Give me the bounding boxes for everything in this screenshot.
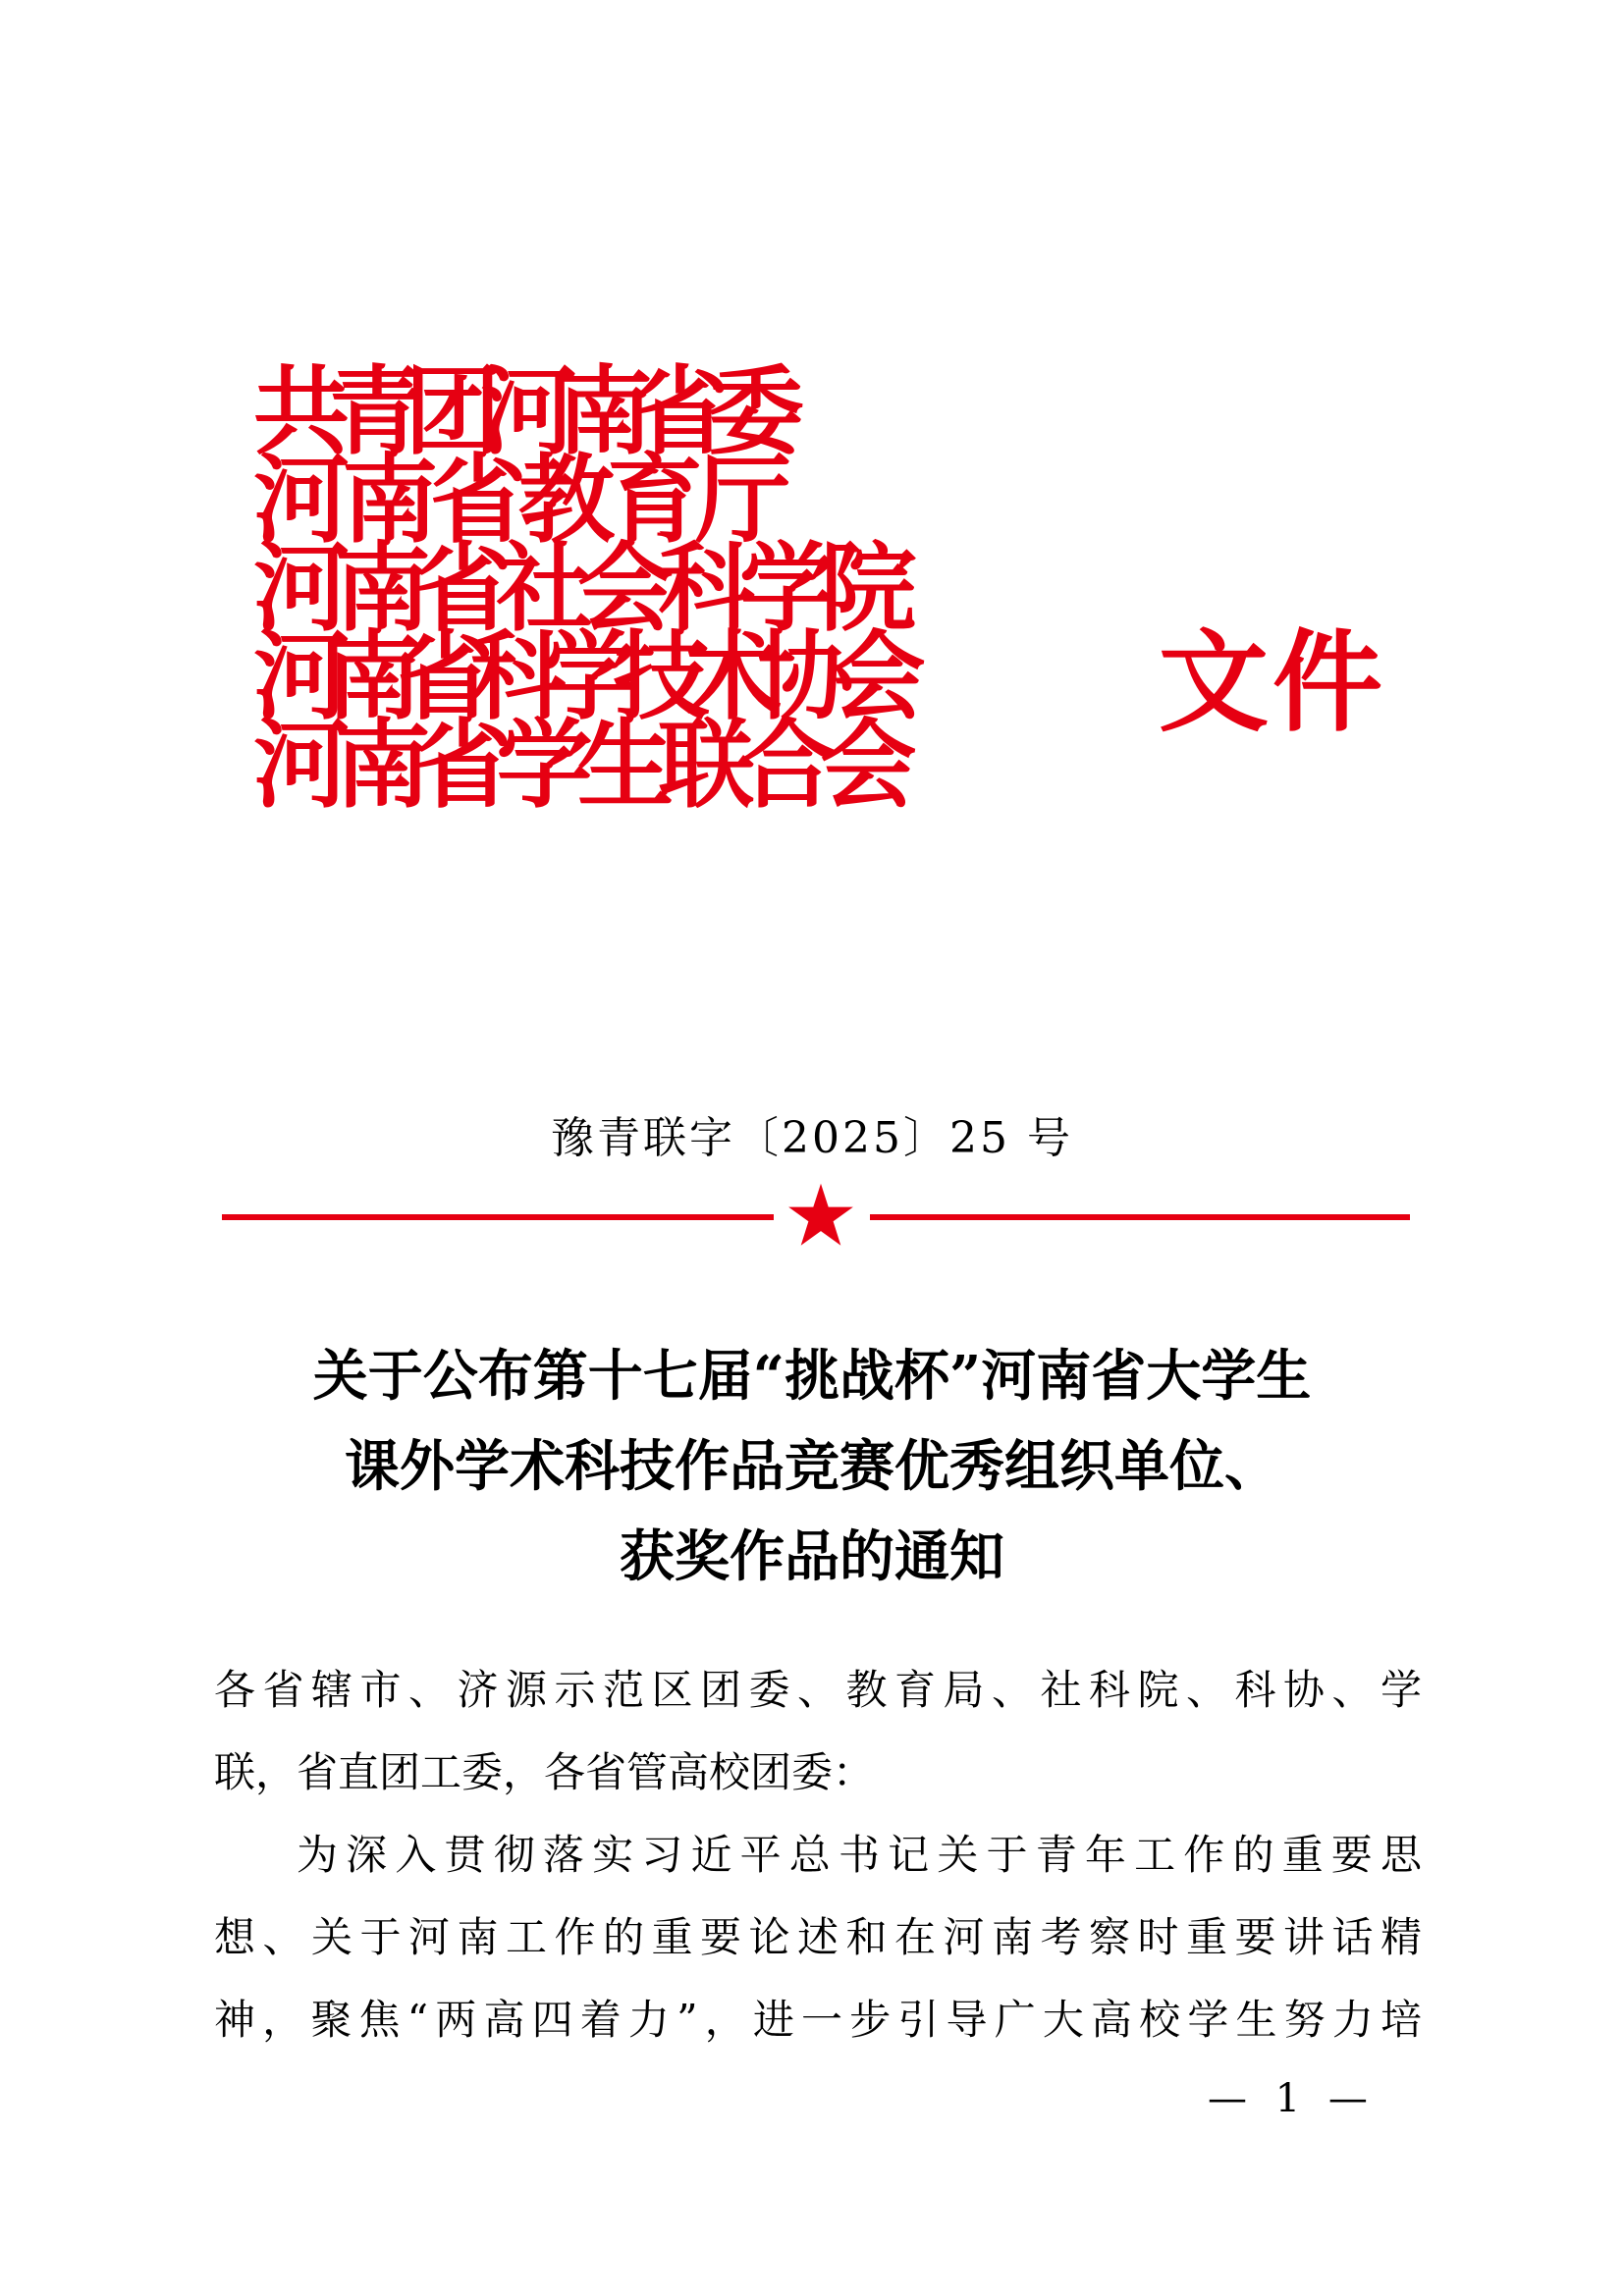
title-line-2: 课外学术科技作品竞赛优秀组织单位、 xyxy=(345,1434,1279,1499)
masthead-char: 省 xyxy=(430,444,527,557)
title-line-3: 获奖作品的通知 xyxy=(620,1524,1004,1589)
masthead-char: 生 xyxy=(577,709,675,822)
masthead-char: 河 xyxy=(253,709,351,822)
masthead-char: 合 xyxy=(739,709,837,822)
red-divider-left xyxy=(222,1214,774,1220)
masthead-char: 省 xyxy=(631,355,729,468)
addressee-line-1: 各省辖市、济源示范区团委、教育局、社科院、科协、学 xyxy=(214,1666,1422,1714)
masthead-char: 会 xyxy=(577,532,675,645)
masthead-char: 河 xyxy=(480,355,577,468)
document-body xyxy=(214,1649,1422,2061)
masthead-char: 团 xyxy=(405,355,502,468)
addressee-line-2: 联，省直团工委，各省管高校团委： xyxy=(214,1748,875,1796)
red-star-icon xyxy=(786,1181,855,1250)
masthead-suffix: 文件 xyxy=(1159,618,1386,747)
masthead-char: 省 xyxy=(415,709,513,822)
masthead-char: 南 xyxy=(342,444,439,557)
masthead-char: 学 xyxy=(496,709,593,822)
masthead-char: 南 xyxy=(325,620,422,733)
masthead-char: 南 xyxy=(334,532,431,645)
masthead-char: 学 xyxy=(541,620,638,733)
masthead-char: 学 xyxy=(739,532,837,645)
masthead-char: 会 xyxy=(820,709,917,822)
masthead-char: 协 xyxy=(757,620,854,733)
red-divider-right xyxy=(870,1214,1410,1220)
masthead-char: 术 xyxy=(684,620,782,733)
masthead-char: 河 xyxy=(253,532,351,645)
masthead-char: 河 xyxy=(253,444,351,557)
paragraph-1-line-2: 想、关于河南工作的重要论述和在河南考察时重要讲话精 xyxy=(214,1913,1422,1961)
masthead-char: 南 xyxy=(556,355,653,468)
masthead-char: 共 xyxy=(253,355,351,468)
paragraph-1-line-1: 为深入贯彻落实习近平总书记关于青年工作的重要思 xyxy=(297,1831,1422,1879)
title-line-1: 关于公布第十七届“挑战杯”河南省大学生 xyxy=(312,1344,1312,1409)
masthead-char: 青 xyxy=(329,355,426,468)
document-title xyxy=(0,1331,1624,1602)
masthead-char: 厅 xyxy=(695,444,792,557)
masthead-row-5 xyxy=(253,707,917,825)
masthead-char: 育 xyxy=(607,444,704,557)
issuing-authority-masthead xyxy=(253,353,1432,1001)
masthead-char: 教 xyxy=(518,444,616,557)
masthead-char: 联 xyxy=(658,709,755,822)
paragraph-1-line-3: 神，聚焦“两高四着力”，进一步引导广大高校学生努力培 xyxy=(214,1996,1422,2044)
masthead-char: 科 xyxy=(658,532,755,645)
masthead-char: 委 xyxy=(707,355,804,468)
document-number: 豫青联字〔2025〕25 号 xyxy=(551,1113,1073,1163)
masthead-char: 技 xyxy=(613,620,710,733)
masthead-char: 院 xyxy=(820,532,917,645)
masthead-char: 科 xyxy=(468,620,566,733)
masthead-char: 会 xyxy=(829,620,926,733)
masthead-char: 省 xyxy=(397,620,494,733)
masthead-char: 省 xyxy=(415,532,513,645)
masthead-char: 河 xyxy=(253,620,351,733)
page-number: — 1 — xyxy=(1208,2076,1376,2121)
masthead-char: 南 xyxy=(334,709,431,822)
masthead-char: 社 xyxy=(496,532,593,645)
